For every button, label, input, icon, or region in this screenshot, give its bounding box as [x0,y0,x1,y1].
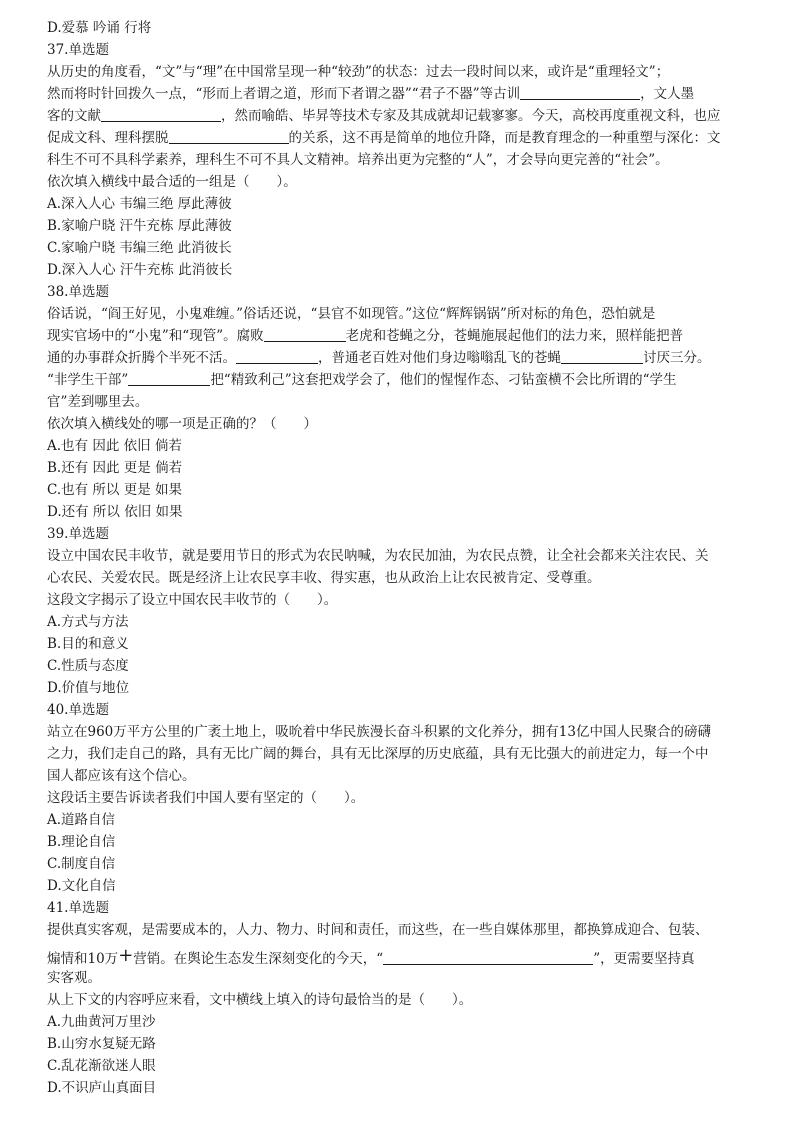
q39-option-a[interactable]: A.方式与方法 [47,614,129,630]
q40-option-b[interactable]: B.理论自信 [47,834,116,850]
q40-option-d[interactable]: D.文化自信 [47,878,116,894]
fill-blank [128,371,210,386]
q38-passage-line-4: “非学生干部” 把“精致利己”这套把戏学会了，他们的惺惺作态、刁钻蛮横不会比所谓的“学生 [47,372,677,388]
q39-option-c[interactable]: C.性质与态度 [47,658,129,674]
q37-passage-line-1: 从历史的角度看，“文”与“理”在中国常呈现一种“较劲”的状态：过去一段时间以来，或许是“重理轻文”； [47,64,670,80]
q37-passage-line-3: 客的文献 ，然而喻皓、毕昇等技术专家及其成就却记载寥寥。今天，高校再度重视文科，也应 [47,108,721,124]
q38-passage-line-2: 现实官场中的“小鬼”和“现管”。腐败 老虎和苍蝇之分，苍蝇施展起他们的法力来，照样能把普 [47,328,684,344]
fill-blank [383,950,593,965]
q37-passage-line-4: 促成文科、理科摆脱 的关系，这不再是简单的地位升降，而是教育理念的一种重塑与深化：文 [47,130,721,146]
q37-question: 依次填入横线中最合适的一组是（ ）。 [47,174,297,190]
q40-passage-line-1: 站立在960万平方公里的广袤土地上，吸吮着中华民族漫长奋斗积累的文化养分，拥有13亿中国人民聚合的磅礴 [47,724,711,740]
q40-passage-line-3: 国人都应该有这个信心。 [47,768,196,784]
q38-option-a[interactable]: A.也有 因此 依旧 倘若 [47,438,182,454]
q38-option-d[interactable]: D.还有 所以 依旧 如果 [47,504,183,520]
q39-question: 这段文字揭示了设立中国农民丰收节的（ ）。 [47,592,338,608]
q38-passage-line-5: 官”差到哪里去。 [47,394,149,410]
q41-passage-line-2: 煽情和10万+营销。在舆论生态发生深刻变化的今天，“ ”，更需要坚持真 [47,945,695,967]
fill-blank [101,107,221,122]
q39-header: 39.单选题 [47,526,109,542]
q40-question: 这段话主要告诉读者我们中国人要有坚定的（ ）。 [47,790,365,806]
q36-option-d: D.爱慕 吟诵 行将 [47,20,152,36]
q40-option-c[interactable]: C.制度自信 [47,856,116,872]
q39-passage-line-1: 设立中国农民丰收节，就是要用节日的形式为农民呐喊，为农民加油，为农民点赞，让全社会都来关注农民、关 [47,548,709,564]
q39-passage-line-2: 心农民、关爱农民。既是经济上让农民享丰收、得实惠，也从政治上让农民被肯定、受尊重。 [47,570,601,586]
q38-passage-line-3: 通的办事群众折腾个半死不活。 ，普通老百姓对他们身边嗡嗡乱飞的苍蝇 讨厌三分。 [47,350,711,366]
q41-passage-line-3: 实客观。 [47,970,101,986]
q40-option-a[interactable]: A.道路自信 [47,812,116,828]
q38-passage-line-1: 俗话说，“阎王好见，小鬼难缠。”俗话还说，“县官不如现管。”这位“辉辉锅锅”所对标的角色，恐怕就是 [47,306,656,322]
fill-blank [236,349,318,364]
q41-header: 41.单选题 [47,900,109,916]
q38-option-b[interactable]: B.还有 因此 更是 倘若 [47,460,183,476]
q37-option-c[interactable]: C.家喻户晓 韦编三绝 此消彼长 [47,240,232,256]
q41-option-c[interactable]: C.乱花渐欲迷人眼 [47,1058,156,1074]
q40-header: 40.单选题 [47,702,109,718]
q37-option-b[interactable]: B.家喻户晓 汗牛充栋 厚此薄彼 [47,218,232,234]
q38-header: 38.单选题 [47,284,109,300]
q37-header: 37.单选题 [47,42,109,58]
q41-option-d[interactable]: D.不识庐山真面目 [47,1080,157,1096]
q37-passage-line-2: 然而将时针回拨久一点，“形而上者谓之道，形而下者谓之器”“君子不器”等古训 ，文人墨 [47,86,695,102]
fill-blank [169,129,289,144]
q37-passage-line-5: 科生不可不具科学素养，理科生不可不具人文精神。培养出更为完整的“人”，才会导向更完善的“社会”。 [47,152,669,168]
plus-sign: + [118,945,134,966]
q41-question: 从上下文的内容呼应来看，文中横线上填入的诗句最恰当的是（ ）。 [47,992,473,1008]
q41-passage-line-1: 提供真实客观，是需要成本的，人力、物力、时间和责任，而这些，在一些自媒体那里，都换算成迎合、包装、 [47,922,709,938]
fill-blank [561,349,643,364]
q38-question: 依次填入横线处的哪一项是正确的？（ ） [47,416,317,432]
q39-option-b[interactable]: B.目的和意义 [47,636,129,652]
fill-blank [264,327,346,342]
q37-option-a[interactable]: A.深入人心 韦编三绝 厚此薄彼 [47,196,232,212]
q41-option-b[interactable]: B.山穷水复疑无路 [47,1036,156,1052]
q38-option-c[interactable]: C.也有 所以 更是 如果 [47,482,183,498]
fill-blank [520,85,640,100]
q39-option-d[interactable]: D.价值与地位 [47,680,130,696]
q37-option-d[interactable]: D.深入人心 汗牛充栋 此消彼长 [47,262,233,278]
q40-passage-line-2: 之力，我们走自己的路，具有无比广阔的舞台，具有无比深厚的历史底蕴，具有无比强大的前进定力，每一个中 [47,746,709,762]
q41-option-a[interactable]: A.九曲黄河万里沙 [47,1014,156,1030]
